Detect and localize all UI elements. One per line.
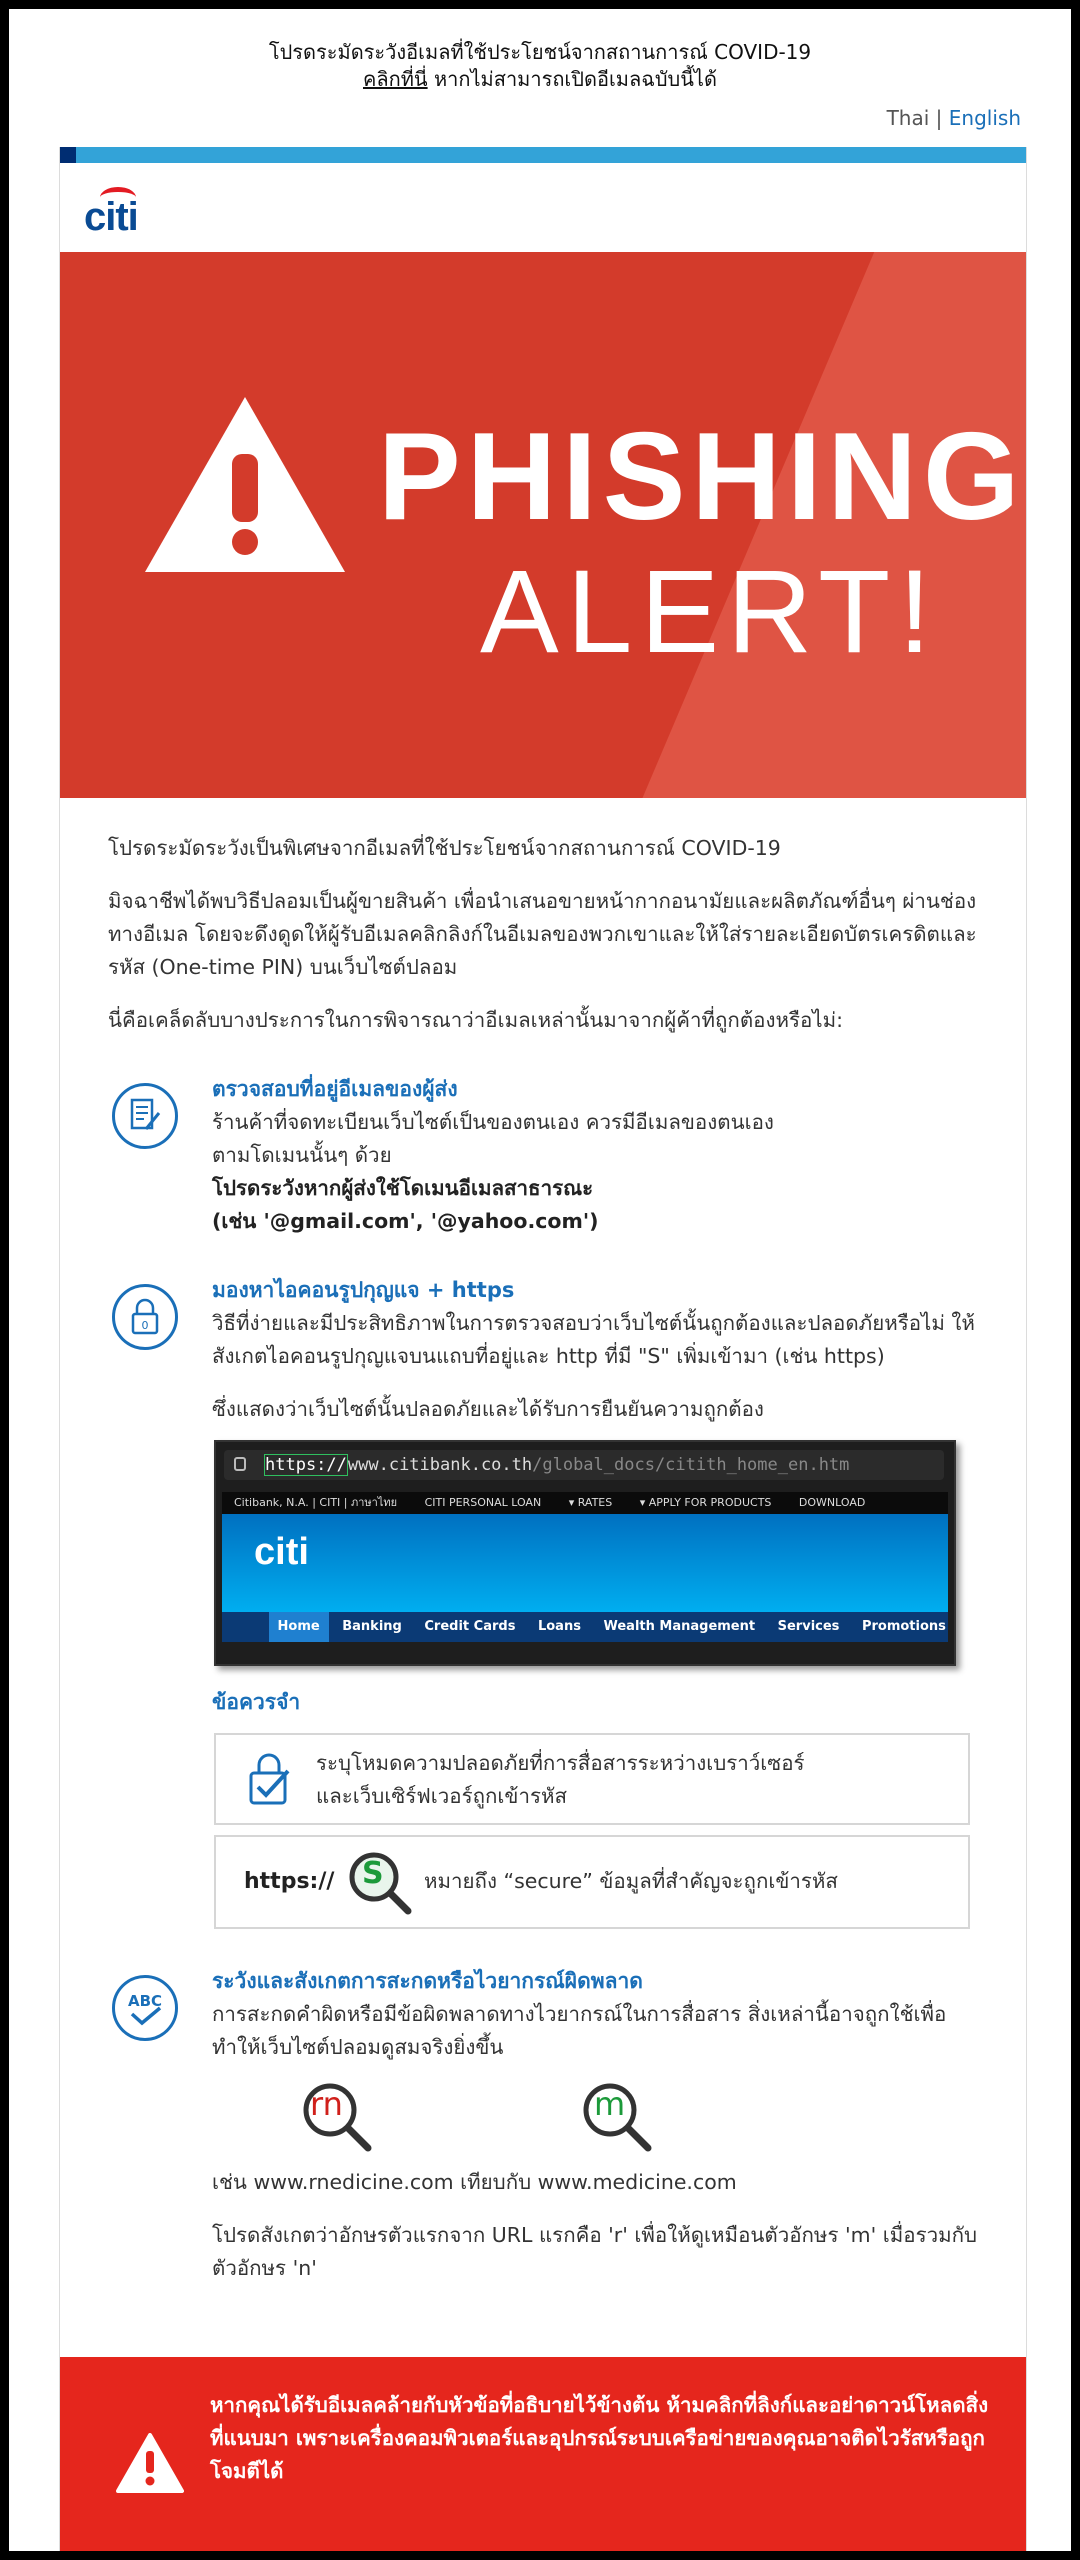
note1-text: [316, 1747, 805, 1813]
citi-logo-text: citi: [84, 195, 138, 239]
topnav-item: ▾ APPLY FOR PRODUCTS: [639, 1496, 772, 1509]
preheader-line2: [9, 66, 1071, 93]
magnifier-rn-text: rn: [310, 2085, 343, 2123]
site-logo: citi: [254, 1531, 309, 1573]
tip3-body: การสะกดคำผิดหรือมีข้อผิดพลาดทางไวยากรณ์ในการสื่อสาร สิ่งเหล่านี้อาจถูกใช้เพื่อทำให้เว็บไซต์ปลอมดูสมจริงยิ่งขึ้น: [212, 2002, 947, 2059]
click-here-link[interactable]: คลิกที่นี่: [363, 67, 428, 91]
svg-text:0: 0: [141, 1319, 149, 1332]
warning-triangle-icon: [140, 392, 350, 577]
topnav-item: DOWNLOAD: [798, 1496, 866, 1509]
tip1-example: (เช่น '@gmail.com', '@yahoo.com'): [212, 1209, 599, 1233]
tip-lock-https: [108, 1274, 988, 1929]
url-host: www.citibank.co.th: [347, 1455, 533, 1475]
document-edit-icon: [112, 1083, 178, 1149]
menu-item: Wealth Management: [603, 1619, 756, 1634]
citi-logo: [84, 195, 138, 240]
browser-screenshot: [214, 1440, 956, 1666]
intro-paragraph-1: โปรดระมัดระวังเป็นพิเศษจากอีเมลที่ใช้ประโยชน์จากสถานการณ์ COVID-19: [108, 836, 781, 860]
lang-thai[interactable]: Thai: [886, 106, 930, 130]
email-content: [108, 832, 988, 2285]
padlock-icon: [112, 1284, 178, 1350]
note2-text: หมายถึง “secure” ข้อมูลที่สำคัญจะถูกเข้ารหัส: [424, 1869, 838, 1893]
site-top-nav: [222, 1492, 948, 1514]
preheader: [9, 9, 1071, 93]
lang-separator: |: [935, 106, 943, 130]
magnifier-m-text: m: [594, 2085, 626, 2123]
hero-title-line2: ALERT!: [480, 546, 939, 678]
tip1-body: ร้านค้าที่จดทะเบียนเว็บไซต์เป็นของตนเอง ควรมีอีเมลของตนเองตามโดเมนนั้นๆ ด้วย: [212, 1110, 774, 1167]
lock-check-icon: [246, 1751, 292, 1807]
phishing-alert-banner: [60, 252, 1026, 798]
topnav-item: CITI PERSONAL LOAN: [424, 1496, 542, 1509]
address-bar: [224, 1450, 944, 1480]
site-banner: [222, 1514, 948, 1612]
language-switcher: [887, 106, 1021, 130]
preheader-line1: โปรดระมัดระวังอีเมลที่ใช้ประโยชน์จากสถานการณ์ COVID-19: [268, 40, 812, 64]
note-secure-mode: [214, 1733, 970, 1825]
url-path: /global_docs/citith_home_en.htm: [532, 1455, 850, 1475]
bottom-warning-banner: [60, 2357, 1026, 2551]
menu-item: Credit Cards: [424, 1619, 516, 1634]
note1-line1: ระบุโหมดความปลอดภัยที่การสื่อสารระหว่างเบราว์เซอร์: [316, 1751, 805, 1775]
menu-item: Banking: [342, 1619, 402, 1634]
top-accent-bar: [60, 147, 1026, 163]
tip-spelling: [108, 1965, 988, 2285]
preheader-line2-text: หากไม่สามารถเปิดอีเมลฉบับนี้ได้: [427, 67, 717, 91]
tip2-title: มองหาไอคอนรูปกุญแจ + https: [212, 1278, 515, 1302]
note1-line2: และเว็บเซิร์ฟเวอร์ถูกเข้ารหัส: [316, 1784, 567, 1808]
warning-triangle-icon: [116, 2433, 184, 2493]
intro-paragraph-3: นี่คือเคล็ดลับบางประการในการพิจารณาว่าอีเมลเหล่านั้นมาจากผู้ค้าที่ถูกต้องหรือไม่:: [108, 1008, 844, 1032]
tip2-body: วิธีที่ง่ายและมีประสิทธิภาพในการตรวจสอบว่าเว็บไซต์นั้นถูกต้องและปลอดภัยหรือไม่ ให้สังเกตไอคอนรูปกุญแจบนแถบที่อยู่และ http ที่มี "S" เพิ่มเข้ามา (เช่น https): [212, 1311, 975, 1368]
site-main-menu: [222, 1612, 948, 1642]
tip1-title: ตรวจสอบที่อยู่อีเมลของผู้ส่ง: [212, 1077, 458, 1101]
tip2-body2: ซึ่งแสดงว่าเว็บไซต์นั้นปลอดภัยและได้รับการยืนยันความถูกต้อง: [212, 1397, 764, 1421]
hero-title-line1: PHISHING: [378, 408, 1026, 546]
tip3-body2: โปรดสังเกตว่าอักษรตัวแรกจาก URL แรกคือ 'r' เพื่อให้ดูเหมือนตัวอักษร 'm' เมื่อรวมกับตัวอักษร 'n': [212, 2223, 978, 2280]
menu-item: Loans: [537, 1619, 581, 1634]
magnifier-compare: [212, 2074, 988, 2166]
lang-english[interactable]: English: [948, 106, 1021, 130]
menu-item: Promotions: [861, 1619, 946, 1634]
note-https-secure: [214, 1835, 970, 1929]
abc-check-icon: [112, 1975, 178, 2041]
tip-sender-email: [108, 1073, 988, 1238]
menu-item: Services: [777, 1619, 840, 1634]
tip1-warning: โปรดระวังหากผู้ส่งใช้โดเมนอีเมลสาธารณะ: [212, 1176, 594, 1200]
topnav-item: Citibank, N.A. | CITI | ภาษาไทย: [234, 1496, 398, 1509]
menu-item: Home: [269, 1612, 329, 1642]
url-https: https://: [265, 1455, 347, 1475]
topnav-item: ▾ RATES: [568, 1496, 613, 1509]
note-title: ข้อควรจำ: [212, 1690, 301, 1714]
email-page: [9, 9, 1071, 2551]
note2-https: https://: [244, 1869, 335, 1894]
magnifier-s-letter: S: [362, 1856, 384, 1891]
tip3-title: ระวังและสังเกตการสะกดหรือไวยากรณ์ผิดพลาด: [212, 1969, 643, 1993]
intro-paragraph-2: มิจฉาชีพได้พบวิธีปลอมเป็นผู้ขายสินค้า เพื่อนำเสนอขายหน้ากากอนามัยและผลิตภัณฑ์อื่นๆ ผ่านช่องทางอีเมล โดยจะดึงดูดให้ผู้รับอีเมลคลิกลิงก์ในอีเมลของพวกเขาและให้ใส่รายละเอียดบัตรเครดิตและรหัส (One-time PIN) บนเว็บไซต์ปลอม: [108, 889, 977, 979]
tip3-example: เช่น www.rnedicine.com เทียบกับ www.medicine.com: [212, 2170, 737, 2194]
lock-icon: [234, 1457, 246, 1471]
warning-text: หากคุณได้รับอีเมลคล้ายกับหัวข้อที่อธิบายไว้ข้างต้น ห้ามคลิกที่ลิงก์และอย่าดาวน์โหลดสิ่งที่แนบมา เพราะเครื่องคอมพิวเตอร์และอุปกรณ์ระบบเครือข่ายของคุณอาจติดไวรัสหรือถูกโจมตีได้: [210, 2393, 989, 2483]
email-card: [59, 147, 1027, 2551]
svg-text:ABC: ABC: [127, 1992, 163, 2010]
